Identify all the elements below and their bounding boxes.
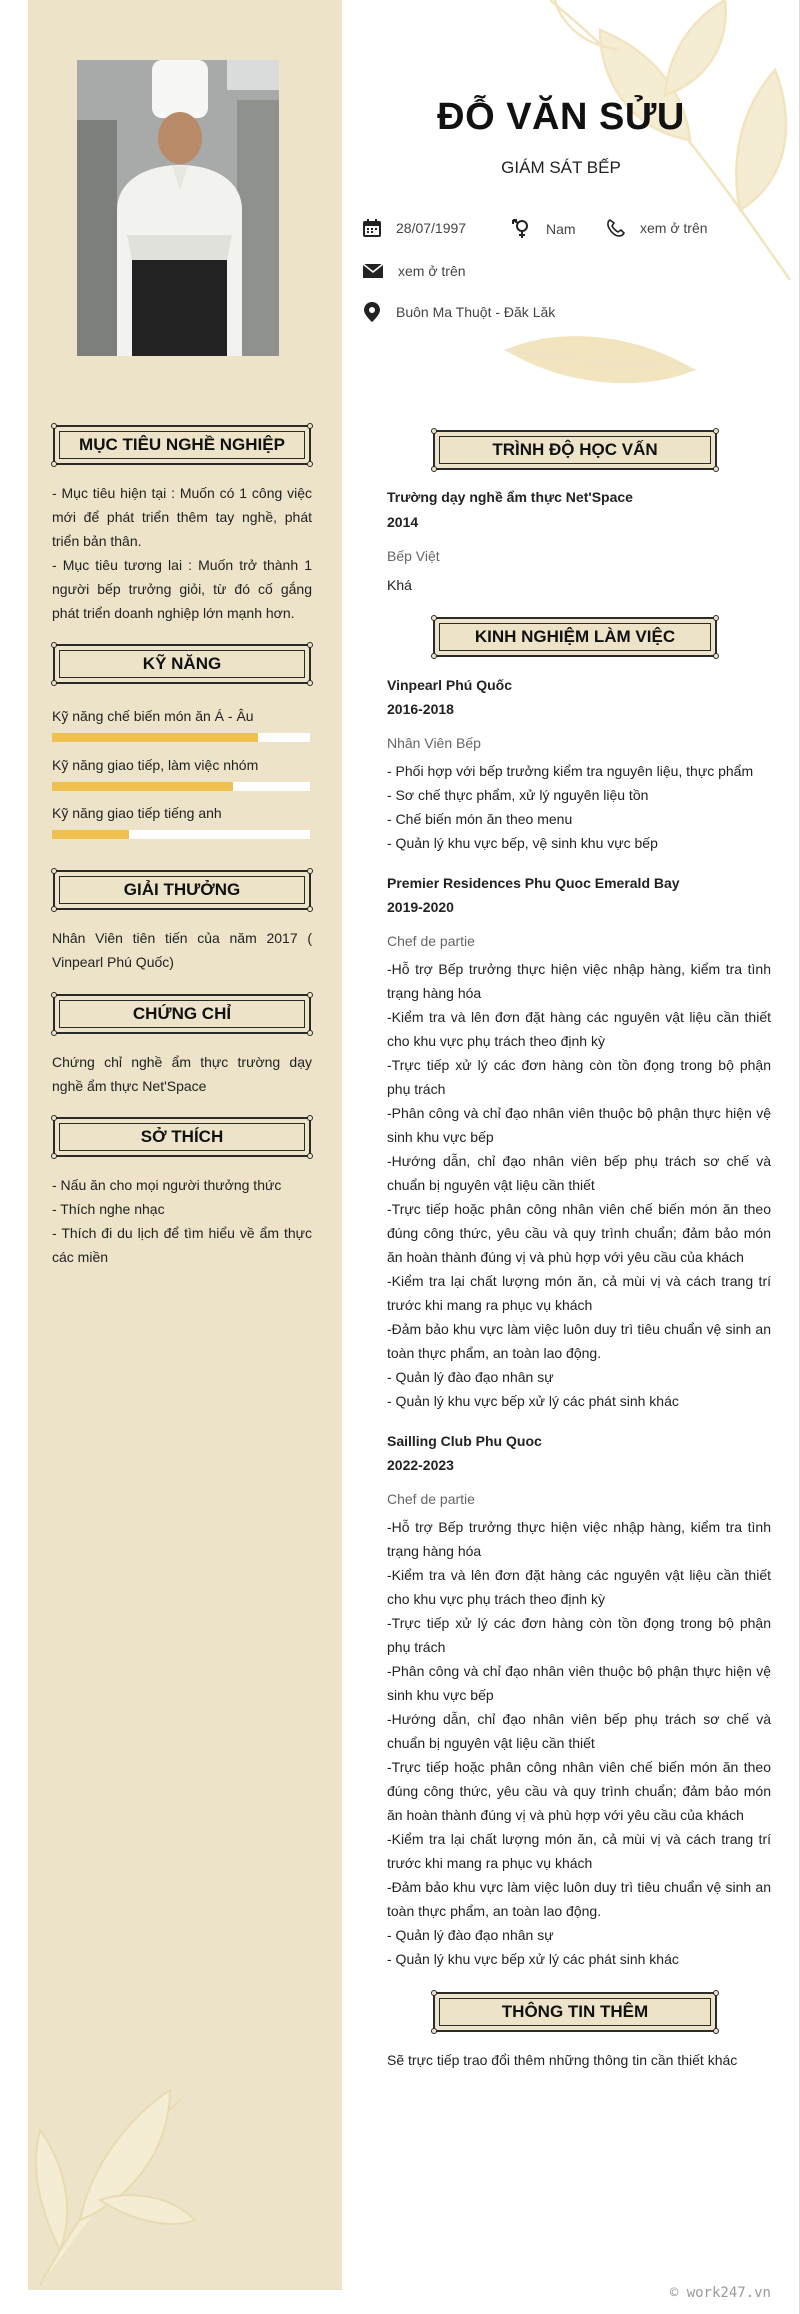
- leaf-decoration: [500, 330, 700, 400]
- chef-portrait-image: [77, 60, 279, 356]
- job-position: Chef de partie: [387, 933, 475, 949]
- candidate-title: GIÁM SÁT BẾP: [501, 158, 621, 177]
- duty-item: -Hỗ trợ Bếp trưởng thực hiện việc nhập hàng, kiểm tra tình trạng hàng hóa: [387, 961, 771, 1001]
- hobbies-list: [52, 1173, 312, 1269]
- duty-item: - Quản lý khu vực bếp xử lý các phát sinh khác: [387, 1951, 679, 1967]
- email-value: xem ở trên: [398, 263, 466, 279]
- duty-item: -Kiểm tra lại chất lượng món ăn, cả mùi vị và cách trang trí trước khi mang ra phục vụ khách: [387, 1831, 771, 1871]
- education-heading: TRÌNH ĐỘ HỌC VẤN: [433, 430, 717, 470]
- gender-icon: [510, 218, 532, 240]
- certificates-text: Chứng chỉ nghề ẩm thực trường dạy nghề ẩm thực Net'Space: [52, 1054, 312, 1094]
- email-row: [362, 262, 466, 280]
- job-duties: [387, 1515, 771, 1971]
- duty-item: - Quản lý đào đạo nhân sự: [387, 1369, 554, 1385]
- skill-bar: [52, 782, 310, 791]
- email-icon: [362, 262, 384, 280]
- phone-row: [606, 218, 708, 238]
- objective-text: [52, 481, 312, 625]
- awards-text: Nhân Viên tiên tiến của năm 2017 ( Vinpearl Phú Quốc): [52, 930, 312, 970]
- skill-label: Kỹ năng giao tiếp tiếng anh: [52, 805, 222, 821]
- duty-item: -Hỗ trợ Bếp trưởng thực hiện việc nhập hàng, kiểm tra tình trạng hàng hóa: [387, 1519, 771, 1559]
- job-duties: [387, 759, 767, 855]
- candidate-name: ĐỖ VĂN SỬU: [437, 96, 685, 138]
- duty-item: -Trực tiếp hoặc phân công nhân viên chế biến món ăn theo đúng công thức, yêu cầu và quy trình chuẩn; đảm bảo món ăn hoàn thành đúng vị và phù hợp với yêu cầu của khách: [387, 1201, 771, 1265]
- duty-item: - Quản lý khu vực bếp xử lý các phát sinh khác: [387, 1393, 679, 1409]
- duty-item: -Kiểm tra và lên đơn đặt hàng các nguyên vật liệu cần thiết cho khu vực phụ trách theo định kỳ: [387, 1009, 771, 1049]
- address-row: [362, 301, 555, 323]
- skill-bar-fill: [52, 782, 233, 791]
- job-position: Chef de partie: [387, 1491, 475, 1507]
- job-period: 2019-2020: [387, 899, 454, 915]
- leaf-decoration: [490, 0, 800, 290]
- job-company: Vinpearl Phú Quốc: [387, 677, 512, 693]
- address-value: Buôn Ma Thuột - Đăk Lăk: [396, 304, 556, 320]
- certificates-heading: CHỨNG CHỈ: [53, 994, 311, 1034]
- duty-item: - Quản lý khu vực bếp, vệ sinh khu vực bếp: [387, 835, 658, 851]
- additional-heading: THÔNG TIN THÊM: [433, 1992, 717, 2032]
- job-company: Premier Residences Phu Quoc Emerald Bay: [387, 875, 680, 891]
- hobbies-heading: SỞ THÍCH: [53, 1117, 311, 1157]
- education-school: Trường dạy nghề ẩm thực Net'Space: [387, 489, 633, 505]
- objective-line: - Mục tiêu hiện tại : Muốn có 1 công việc mới để phát triển thêm tay nghề, phát triển bản thân.: [52, 485, 312, 549]
- education-year: 2014: [387, 514, 419, 530]
- skill-label: Kỹ năng giao tiếp, làm việc nhóm: [52, 757, 259, 773]
- education-major: Bếp Việt: [387, 548, 440, 564]
- job-company: Sailling Club Phu Quoc: [387, 1433, 542, 1449]
- phone-icon: [606, 218, 626, 238]
- job-position: Nhân Viên Bếp: [387, 735, 481, 751]
- duty-item: -Hướng dẫn, chỉ đạo nhân viên bếp phụ trách sơ chế và chuẩn bị nguyên vật liệu cần thiết: [387, 1153, 771, 1193]
- objective-line: - Mục tiêu tương lai : Muốn trở thành 1 người bếp trưởng giỏi, từ đó cố gắng phát triển doanh nghiệp lớn mạnh hơn.: [52, 557, 312, 621]
- skill-bar-fill: [52, 733, 258, 742]
- job-duties: [387, 957, 771, 1413]
- duty-item: - Sơ chế thực phẩm, xử lý nguyên liệu tồn: [387, 787, 649, 803]
- objective-heading: MỤC TIÊU NGHỀ NGHIỆP: [53, 425, 311, 465]
- duty-item: -Trực tiếp hoặc phân công nhân viên chế biến món ăn theo đúng công thức, yêu cầu và quy trình chuẩn; đảm bảo món ăn hoàn thành đúng vị và phù hợp với yêu cầu của khách: [387, 1759, 771, 1823]
- awards-heading: GIẢI THƯỞNG: [53, 870, 311, 910]
- duty-item: -Phân công và chỉ đạo nhân viên thuộc bộ phận thực hiện vệ sinh khu vực bếp: [387, 1663, 771, 1703]
- gender-value: Nam: [546, 221, 576, 237]
- additional-text: Sẽ trực tiếp trao đổi thêm những thông tin cần thiết khác: [387, 2052, 738, 2068]
- duty-item: -Hướng dẫn, chỉ đạo nhân viên bếp phụ trách sơ chế và chuẩn bị nguyên vật liệu cần thiết: [387, 1711, 771, 1751]
- phone-value: xem ở trên: [640, 220, 708, 236]
- skill-label: Kỹ năng chế biến món ăn Á - Âu: [52, 708, 254, 724]
- location-icon: [362, 301, 382, 323]
- education-grade: Khá: [387, 577, 412, 593]
- leaf-decoration: [20, 2080, 200, 2290]
- duty-item: - Quản lý đào đạo nhân sự: [387, 1927, 554, 1943]
- duty-item: -Kiểm tra và lên đơn đặt hàng các nguyên vật liệu cần thiết cho khu vực phụ trách theo định kỳ: [387, 1567, 771, 1607]
- experience-heading: KINH NGHIỆM LÀM VIỆC: [433, 617, 717, 657]
- profile-photo: [77, 60, 279, 356]
- job-period: 2016-2018: [387, 701, 454, 717]
- watermark: © work247.vn: [669, 2285, 771, 2301]
- hobby-item: - Nấu ăn cho mọi người thưởng thức: [52, 1177, 282, 1193]
- skills-heading: KỸ NĂNG: [53, 644, 311, 684]
- duty-item: -Trực tiếp xử lý các đơn hàng còn tồn đọng trong bộ phận phụ trách: [387, 1615, 771, 1655]
- duty-item: -Kiểm tra lại chất lượng món ăn, cả mùi vị và cách trang trí trước khi mang ra phục vụ khách: [387, 1273, 771, 1313]
- duty-item: - Chế biến món ăn theo menu: [387, 811, 573, 827]
- gender-row: [510, 218, 576, 240]
- duty-item: -Đảm bảo khu vực làm việc luôn duy trì tiêu chuẩn vệ sinh an toàn thực phẩm, an toàn lao động.: [387, 1321, 771, 1361]
- skill-bar-fill: [52, 830, 129, 839]
- hobby-item: - Thích nghe nhạc: [52, 1201, 165, 1217]
- hobby-item: - Thích đi du lịch để tìm hiểu về ẩm thực các miền: [52, 1225, 312, 1265]
- duty-item: -Trực tiếp xử lý các đơn hàng còn tồn đọng trong bộ phận phụ trách: [387, 1057, 771, 1097]
- duty-item: -Đảm bảo khu vực làm việc luôn duy trì tiêu chuẩn vệ sinh an toàn thực phẩm, an toàn lao động.: [387, 1879, 771, 1919]
- duty-item: -Phân công và chỉ đạo nhân viên thuộc bộ phận thực hiện vệ sinh khu vực bếp: [387, 1105, 771, 1145]
- skill-bar: [52, 733, 310, 742]
- duty-item: - Phối hợp với bếp trưởng kiểm tra nguyên liệu, thực phẩm: [387, 763, 754, 779]
- job-period: 2022-2023: [387, 1457, 454, 1473]
- birthdate-row: [362, 218, 466, 238]
- skill-bar: [52, 830, 310, 839]
- calenda-icon: [362, 218, 382, 238]
- birthdate-value: 28/07/1997: [396, 220, 467, 236]
